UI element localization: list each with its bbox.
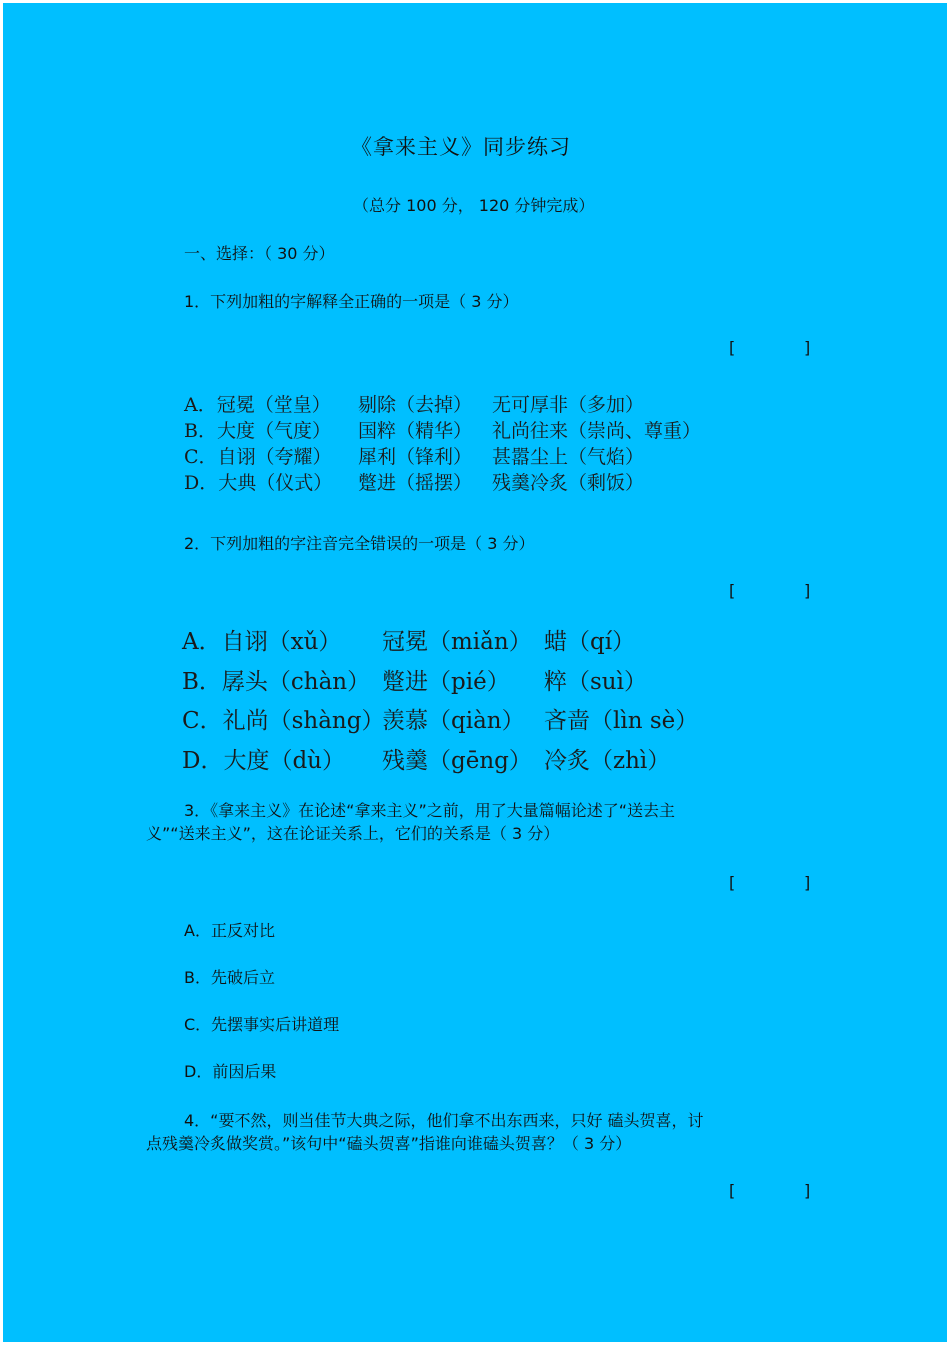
option-d-item-1: D．大典（仪式） bbox=[184, 472, 333, 494]
question-3-stem-line-1: 3．《拿来主义》在论述“拿来主义”之前，用了大量篇幅论述了“送去主 bbox=[184, 801, 676, 820]
question-1-stem: 1．下列加粗的字解释全正确的一项是（ 3 分） bbox=[184, 292, 519, 311]
bracket-right: ] bbox=[804, 338, 811, 357]
document-page bbox=[3, 3, 947, 1342]
option-b-item-3: 粹（suì） bbox=[544, 668, 647, 695]
option-c-item-3: 甚嚣尘上（气焰） bbox=[492, 446, 645, 468]
option-d-item-2: 残羹（gēng） bbox=[382, 747, 532, 774]
option-b-item-2: 蹩进（pié） bbox=[382, 668, 510, 695]
option-c-item-1: C．礼尚（shàng） bbox=[182, 708, 385, 734]
option-b-item-2: 国粹（精华） bbox=[358, 420, 473, 442]
option-row bbox=[182, 702, 698, 742]
option-b-item-1: B．大度（气度） bbox=[184, 420, 331, 442]
question-1-options bbox=[184, 392, 701, 496]
question-4-stem-line-1: 4．“要不然，则当佳节大典之际，他们拿不出东西来，只好 磕头贺喜，讨 bbox=[184, 1111, 704, 1130]
option-b-item-3: 礼尚往来（崇尚、尊重） bbox=[492, 420, 702, 442]
option-d-item-2: 蹩进（摇摆） bbox=[358, 472, 473, 494]
option-c-item-2: 羡慕（qiàn） bbox=[382, 708, 525, 734]
option-c-item-2: 犀利（锋利） bbox=[358, 446, 473, 468]
bracket-left: [ bbox=[729, 873, 736, 892]
option-a-item-2: 剔除（去掉） bbox=[358, 394, 473, 416]
option-row bbox=[182, 663, 698, 703]
bracket-left: [ bbox=[729, 581, 736, 600]
page-subtitle: （总分 100 分， 120 分钟完成） bbox=[353, 196, 595, 215]
option-a-item-1: A．自诩（xǔ） bbox=[182, 629, 342, 655]
section-heading: 一、选择：（ 30 分） bbox=[184, 244, 335, 263]
question-3-option-a: A．正反对比 bbox=[184, 921, 275, 940]
question-3-option-d: D．前因后果 bbox=[184, 1062, 277, 1081]
option-a-item-3: 蜡（qí） bbox=[544, 629, 636, 655]
question-4-stem-line-2: 点残羹冷炙做奖赏。”该句中“磕头贺喜”指谁向谁磕头贺喜？（ 3 分） bbox=[146, 1134, 632, 1153]
option-d-item-3: 冷炙（zhì） bbox=[544, 747, 671, 774]
option-row bbox=[182, 623, 698, 663]
option-a-item-3: 无可厚非（多加） bbox=[492, 394, 645, 416]
bracket-right: ] bbox=[804, 581, 811, 600]
option-row bbox=[184, 444, 701, 470]
question-3-option-c: C．先摆事实后讲道理 bbox=[184, 1015, 340, 1034]
option-row bbox=[184, 470, 701, 496]
option-row bbox=[184, 418, 701, 444]
page-title: 《拿来主义》同步练习 bbox=[351, 135, 571, 159]
question-2-options bbox=[182, 623, 698, 781]
question-3-stem-line-2: 义”“送来主义”，这在论证关系上，它们的关系是（ 3 分） bbox=[146, 824, 560, 843]
option-a-item-1: A．冠冕（堂皇） bbox=[184, 394, 331, 416]
bracket-left: [ bbox=[729, 338, 736, 357]
option-c-item-1: C．自诩（夸耀） bbox=[184, 446, 332, 468]
question-3-option-b: B．先破后立 bbox=[184, 968, 275, 987]
option-b-item-1: B．孱头（chàn） bbox=[182, 668, 371, 695]
option-d-item-1: D．大度（dù） bbox=[182, 747, 345, 774]
option-row bbox=[182, 742, 698, 782]
bracket-right: ] bbox=[804, 1181, 811, 1200]
bracket-right: ] bbox=[804, 873, 811, 892]
bracket-left: [ bbox=[729, 1181, 736, 1200]
question-2-stem: 2．下列加粗的字注音完全错误的一项是（ 3 分） bbox=[184, 534, 535, 553]
option-a-item-2: 冠冕（miǎn） bbox=[382, 629, 532, 655]
option-c-item-3: 吝啬（lìn sè） bbox=[544, 708, 699, 734]
option-row bbox=[184, 392, 701, 418]
option-d-item-3: 残羹冷炙（剩饭） bbox=[492, 472, 645, 494]
